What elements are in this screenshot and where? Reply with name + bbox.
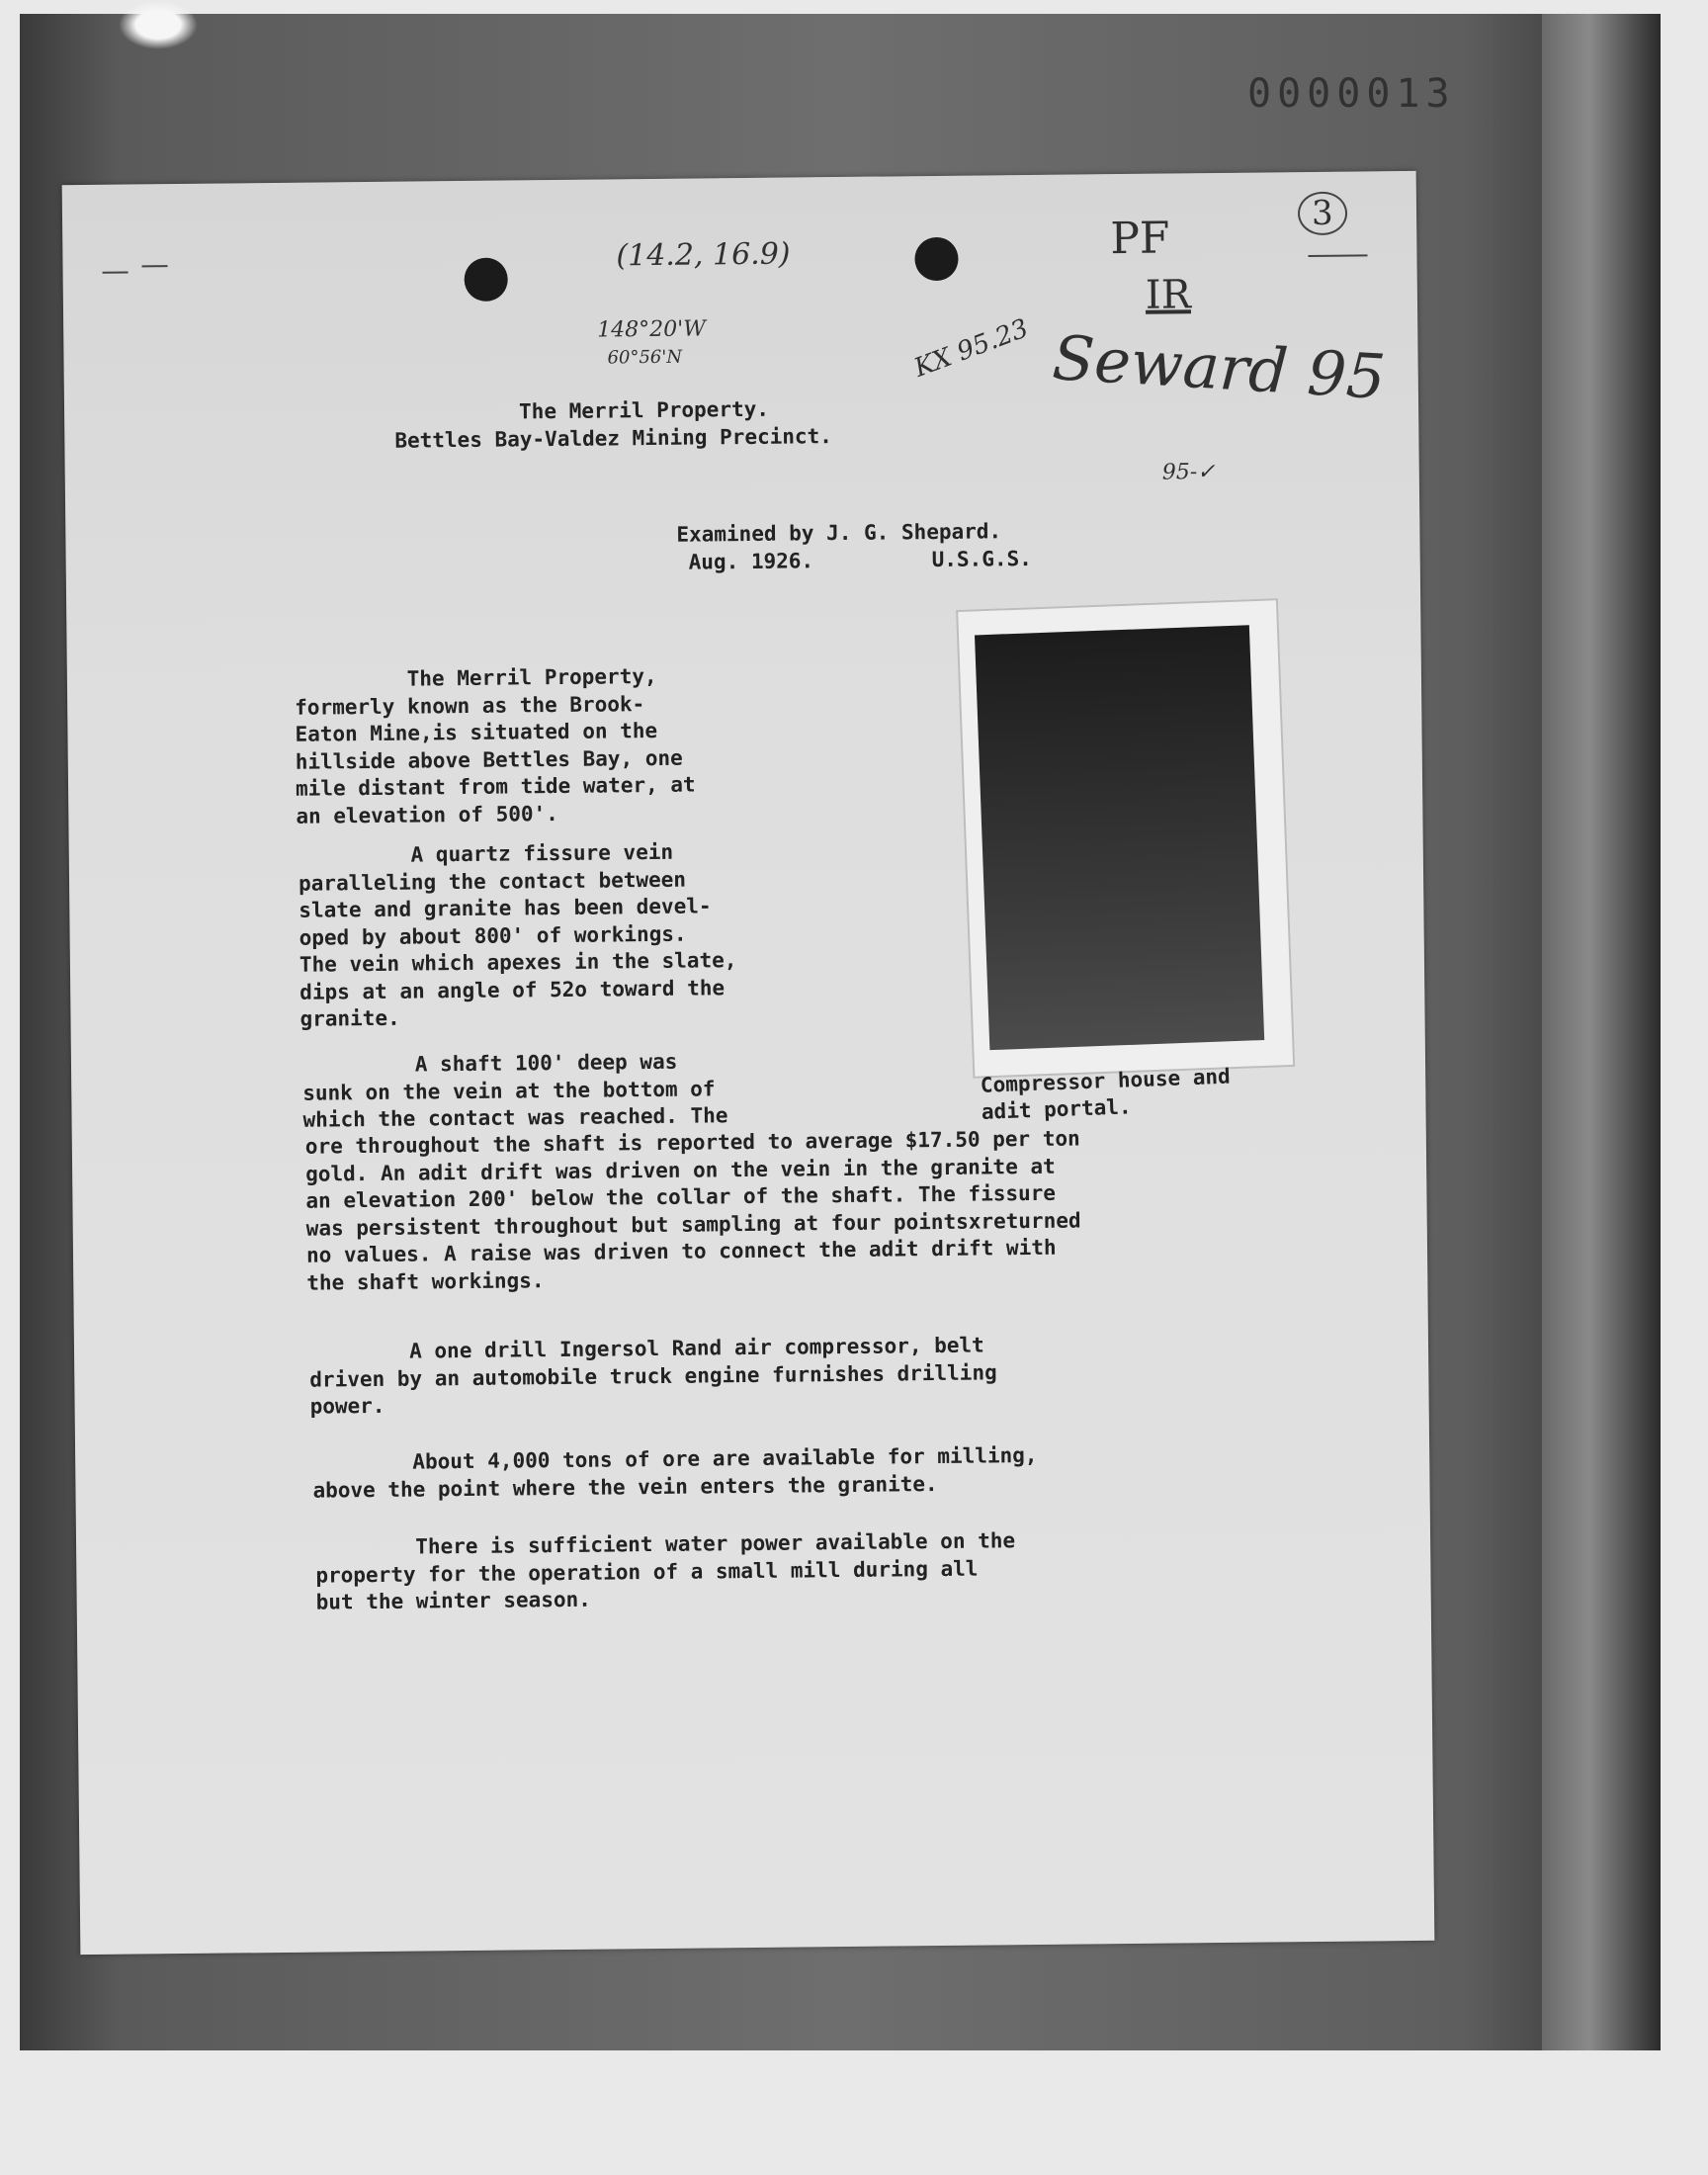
paragraph-1: The Merril Property, formerly known as the Brook- Eaton Mine,is situated on the hillside above Bettles Bay, one mile distant from tide water, at an elevation of 500'.	[294, 663, 696, 828]
exam-date: Aug. 1926.	[688, 549, 814, 574]
handwritten-code: KX 95.23	[910, 313, 1033, 384]
handwritten-note: 95-✓	[1161, 460, 1216, 485]
paragraph-4: A one drill Ingersol Rand air compressor, belt driven by an automobile truck engine furnishes drilling power.	[308, 1333, 997, 1419]
paragraph-5: About 4,000 tons of ore are available for milling, above the point where the vein enters the granite.	[312, 1442, 1038, 1503]
margin-mark	[1308, 254, 1367, 257]
paragraph-6: There is sufficient water power available on the property for the operation of a small mill during all but the winter season.	[314, 1528, 1016, 1614]
margin-mark	[142, 265, 168, 267]
exam-agency: U.S.G.S.	[931, 546, 1032, 572]
photo-print	[956, 598, 1295, 1079]
handwritten-coords: (14.2, 16.9)	[616, 236, 791, 274]
handwritten-mark-ir: IR	[1145, 272, 1192, 318]
punch-hole-right	[914, 237, 958, 281]
film-edge	[1542, 14, 1661, 2050]
photo-caption-line-1: Compressor house and	[980, 1064, 1232, 1097]
handwritten-latitude: 60°56'N	[607, 346, 683, 369]
handwritten-mark-pf: PF	[1110, 213, 1170, 265]
paragraph-3a: A shaft 100' deep was sunk on the vein at the bottom of which the contact was reached. The	[301, 1049, 728, 1132]
photo-caption-line-2: adit portal.	[981, 1094, 1132, 1124]
document-page	[62, 171, 1435, 1955]
title-line-1: The Merril Property.	[518, 396, 770, 424]
handwritten-longitude: 148°20'W	[597, 316, 707, 343]
paragraph-2: A quartz fissure vein paralleling the contact between slate and granite has been devel- oped by about 800' of workings. The vein which apexes in the slate, dips at an angle of 52o toward the granite.	[298, 839, 737, 1031]
compressor-house-photo	[975, 625, 1264, 1050]
title-line-2: Bettles Bay-Valdez Mining Precinct.	[394, 424, 833, 453]
handwritten-circled-number: 3	[1298, 192, 1347, 236]
margin-mark	[103, 272, 128, 274]
photo-caption	[980, 1064, 1232, 1126]
examiner-line: Examined by J. G. Shepard.	[676, 519, 1002, 547]
frame-number: 0000013	[1247, 71, 1456, 117]
corner-tear	[119, 0, 198, 49]
handwritten-location: Seward 95	[1050, 321, 1388, 413]
punch-hole-left	[464, 258, 507, 302]
paragraph-3b: ore throughout the shaft is reported to average $17.50 per ton gold. An adit drift was driven on the vein in the granite at an elevation 200' below the collar of the shaft. The fissure was persistent throughout but sampling at four pointsxreturned no values. A raise was driven to connect the adit drift with the shaft workings.	[304, 1126, 1081, 1295]
